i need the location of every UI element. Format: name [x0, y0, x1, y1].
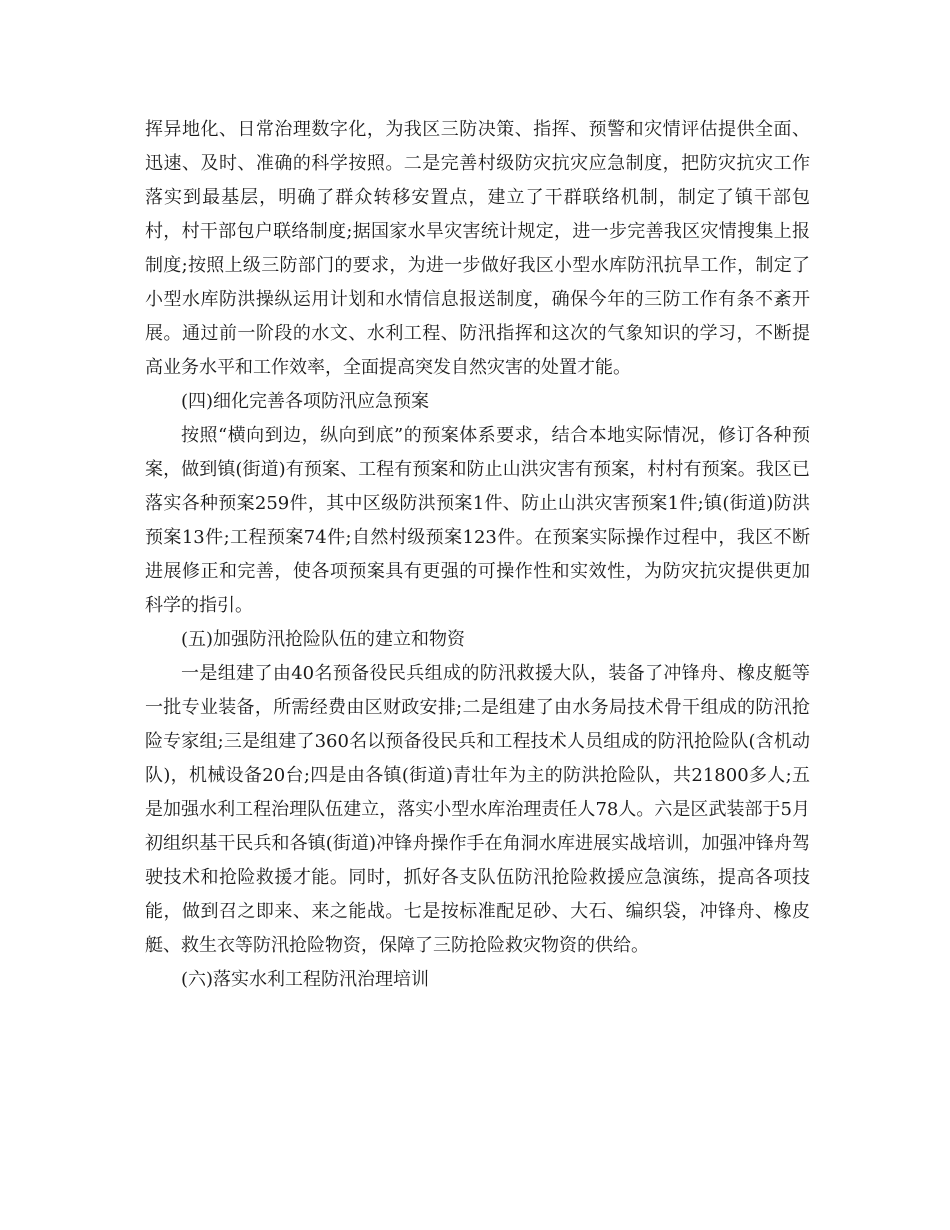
document-body	[145, 113, 810, 997]
section-heading-5: (五)加强防汛抢险队伍的建立和物资	[181, 629, 466, 650]
section-heading-4: (四)细化完善各项防汛应急预案	[181, 391, 430, 412]
paragraph-continued: 挥异地化、日常治理数字化，为我区三防决策、指挥、预警和灾情评估提供全面、迅速、及时、准确的科学按照。二是完善村级防灾抗灾应急制度，把防灾抗灾工作落实到最基层，明确了群众转移安置点，建立了干群联络机制，制定了镇干部包村，村干部包户联络制度;据国家水旱灾害统计规定，进一步完善我区灾情搜集上报制度;按照上级三防部门的要求，为进一步做好我区小型水库防汛抗旱工作，制定了小型水库防洪操纵运用计划和水情信息报送制度，确保今年的三防工作有条不紊开展。通过前一阶段的水文、水利工程、防汛指挥和这次的气象知识的学习，不断提高业务水平和工作效率，全面提高突发自然灾害的处置才能。	[145, 119, 810, 378]
section-heading-6: (六)落实水利工程防汛治理培训	[181, 969, 430, 990]
paragraph-emergency-plans: 按照“横向到边，纵向到底”的预案体系要求，结合本地实际情况，修订各种预案，做到镇(街道)有预案、工程有预案和防止山洪灾害有预案，村村有预案。我区已落实各种预案259件，其中区级防洪预案1件、防止山洪灾害预案1件;镇(街道)防洪预案13件;工程预案74件;自然村级预案123件。在预案实际操作过程中，我区不断进展修正和完善，使各项预案具有更强的可操作性和实效性，为防灾抗灾提供更加科学的指引。	[145, 425, 810, 616]
paragraph-rescue-teams: 一是组建了由40名预备役民兵组成的防汛救援大队，装备了冲锋舟、橡皮艇等一批专业装备，所需经费由区财政安排;二是组建了由水务局技术骨干组成的防汛抢险专家组;三是组建了360名以预备役民兵和工程技术人员组成的防汛抢险队(含机动队)，机械设备20台;四是由各镇(街道)青壮年为主的防洪抢险队，共21800多人;五是加强水利工程治理队伍建立，落实小型水库治理责任人78人。六是区武装部于5月初组织基干民兵和各镇(街道)冲锋舟操作手在角洞水库进展实战培训，加强冲锋舟驾驶技术和抢险救援才能。同时，抓好各支队伍防汛抢险救援应急演练，提高各项技能，做到召之即来、来之能战。七是按标准配足砂、大石、编织袋，冲锋舟、橡皮艇、救生衣等防汛抢险物资，保障了三防抢险救灾物资的供给。	[145, 663, 810, 956]
